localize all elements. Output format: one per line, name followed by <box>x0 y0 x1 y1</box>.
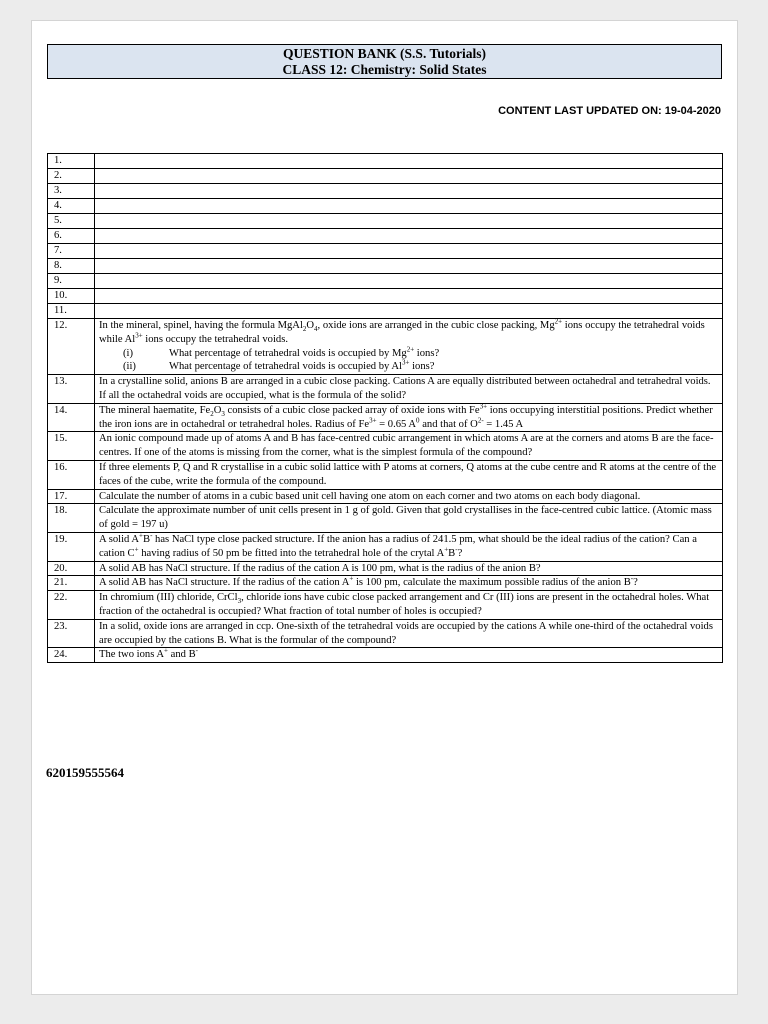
question-text <box>95 504 723 533</box>
question-body: An ionic compound made up of atoms A and B has face-centred cubic arrangement in which atoms A are at the corners and atoms B are the face-centres. If one of the atoms is missing from the corner, what is the simplest formula of the compound? <box>99 433 714 459</box>
question-number: 9. <box>48 274 95 289</box>
question-body: The mineral haematite, $Fe_2O_3$ consists of a cubic close packed array of oxide ions with $Fe^{3+}$ ions occupying interstitial positions. Predict whether the iron ions are in octahedral or tetrahedral holes. Radius of $Fe^{3+} = 0.65$ $A^0$ and that of $O^{2-} = 1.45$ A <box>99 402 713 430</box>
question-body: A solid AB has NaCl structure. If the radius of the cation A is 100 pm, what is the radius of the anion B? <box>99 562 541 574</box>
question-row-empty <box>48 304 723 319</box>
question-row <box>48 319 723 375</box>
question-text <box>95 154 723 169</box>
question-row <box>48 561 723 576</box>
question-number: 23. <box>48 619 95 648</box>
question-number: 15. <box>48 432 95 461</box>
question-row <box>48 576 723 591</box>
question-table <box>47 153 723 663</box>
question-number: 17. <box>48 489 95 504</box>
sub-question-text: What percentage of tetrahedral voids is occupied by $Mg^{2+}$ ions? <box>169 345 440 359</box>
question-number: 18. <box>48 504 95 533</box>
question-number: 6. <box>48 229 95 244</box>
question-row-empty <box>48 214 723 229</box>
question-row <box>48 591 723 620</box>
question-number: 16. <box>48 460 95 489</box>
question-text <box>95 375 723 404</box>
sub-question-numeral: (ii) <box>123 361 136 373</box>
question-text <box>95 259 723 274</box>
sub-question <box>99 360 718 374</box>
question-row <box>48 432 723 461</box>
question-text <box>95 489 723 504</box>
question-row-empty <box>48 169 723 184</box>
question-text <box>95 532 723 561</box>
last-updated-label: CONTENT LAST UPDATED ON: 19-04-2020 <box>498 105 721 117</box>
question-row <box>48 619 723 648</box>
question-number: 7. <box>48 244 95 259</box>
question-text <box>95 591 723 620</box>
question-text <box>95 319 723 375</box>
question-number: 20. <box>48 561 95 576</box>
question-number: 19. <box>48 532 95 561</box>
question-row <box>48 375 723 404</box>
question-body: In a solid, oxide ions are arranged in ccp. One-sixth of the tetrahedral voids are occupied by the cations A while one-third of the octahedral voids are occupied by the cations B. What is the formular of the compound? <box>99 620 713 646</box>
question-text <box>95 244 723 259</box>
question-text <box>95 576 723 591</box>
question-text <box>95 169 723 184</box>
question-number: 8. <box>48 259 95 274</box>
question-number: 13. <box>48 375 95 404</box>
question-body: The two ions A+ and B- <box>99 646 198 661</box>
question-number: 4. <box>48 199 95 214</box>
question-text <box>95 229 723 244</box>
question-text <box>95 432 723 461</box>
question-number: 24. <box>48 648 95 663</box>
question-body: In a crystalline solid, anions B are arranged in a cubic close packing. Cations A are equally distributed between octahedral and tetrahedral voids. If all the octahedral voids are occupied, what is the formula of the solid? <box>99 376 711 401</box>
question-text <box>95 460 723 489</box>
question-row-empty <box>48 289 723 304</box>
question-number: 2. <box>48 169 95 184</box>
question-text <box>95 184 723 199</box>
question-text <box>95 274 723 289</box>
question-row-empty <box>48 154 723 169</box>
question-text <box>95 561 723 576</box>
question-row <box>48 460 723 489</box>
sub-question-text: What percentage of tetrahedral voids is occupied by $Al^{3+}$ ions? <box>169 358 435 373</box>
question-body: A solid AB has NaCl structure. If the radius of the cation A+ is 100 pm, calculate the maximum possible radius of the anion B-? <box>99 574 638 589</box>
question-number: 5. <box>48 214 95 229</box>
sub-question-numeral: (i) <box>123 347 133 359</box>
title-banner <box>47 44 722 79</box>
question-body: A solid A+B- has NaCl type close packed structure. If the anion has a radius of 241.5 pm, what should be the ideal radius of the cation? Can a cation C+ having radius of 50 pm be fitted into the tetrahedral hole of the crytal A+B-? <box>99 531 697 559</box>
question-row-empty <box>48 259 723 274</box>
question-row-empty <box>48 229 723 244</box>
question-number: 3. <box>48 184 95 199</box>
question-row <box>48 504 723 533</box>
question-body: Calculate the approximate number of unit cells present in 1 g of gold. Given that gold crystallises in the face-centred cubic lattice. (Atomic mass of gold = 197 u) <box>99 505 712 531</box>
question-body: In the mineral, spinel, having the formula $MgAl_2O_4$, oxide ions are arranged in the cubic close packing, $Mg^{2+}$ ions occupy the tetrahedral voids while $Al^{3+}$ ions occupy the tetrahedral voids. <box>99 317 705 345</box>
question-row-empty <box>48 244 723 259</box>
question-row <box>48 532 723 561</box>
question-number: 1. <box>48 154 95 169</box>
question-text <box>95 199 723 214</box>
question-text <box>95 619 723 648</box>
title-line-2: CLASS 12: Chemistry: Solid States <box>282 62 487 77</box>
document-page <box>31 20 738 995</box>
question-row <box>48 489 723 504</box>
question-text <box>95 214 723 229</box>
phone-number: 620159555564 <box>46 765 124 780</box>
question-text <box>95 648 723 663</box>
question-number: 14. <box>48 403 95 432</box>
question-body: In chromium (III) chloride, CrCl$_3$, chloride ions have cubic close packed arrangement and Cr (III) ions are present in the octahedral holes. What fraction of the octahedral is occupied? What fraction of total number of holes is occupied? <box>99 592 710 617</box>
question-row <box>48 648 723 663</box>
question-row-empty <box>48 199 723 214</box>
question-number: 12. <box>48 319 95 375</box>
question-body: If three elements P, Q and R crystallise in a cubic solid lattice with P atoms at corners, Q atoms at the cube centre and R atoms at the centre of the faces of the cube, write the formula of the compound. <box>99 461 717 487</box>
question-row-empty <box>48 184 723 199</box>
question-number: 22. <box>48 591 95 620</box>
title-line-1: QUESTION BANK (S.S. Tutorials) <box>283 46 486 61</box>
question-row <box>48 403 723 432</box>
question-text <box>95 304 723 319</box>
question-text <box>95 403 723 432</box>
question-row-empty <box>48 274 723 289</box>
question-text <box>95 289 723 304</box>
question-body: Calculate the number of atoms in a cubic based unit cell having one atom on each corner and two atoms on each body diagonal. <box>99 490 641 502</box>
question-number: 11. <box>48 304 95 319</box>
question-number: 21. <box>48 576 95 591</box>
question-number: 10. <box>48 289 95 304</box>
